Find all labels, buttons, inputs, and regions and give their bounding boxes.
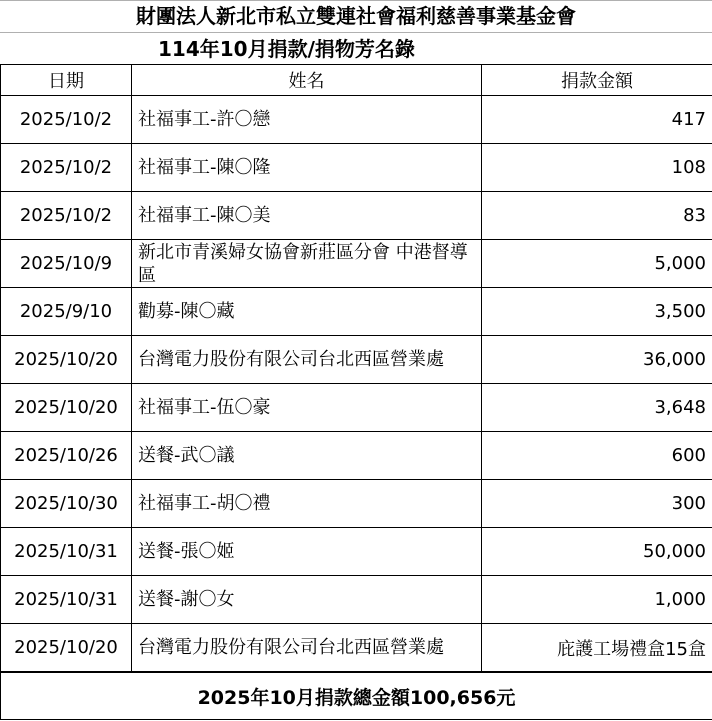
donation-amount: 5,000 <box>482 240 712 288</box>
donation-date: 2025/10/26 <box>1 432 132 480</box>
donor-name: 台灣電力股份有限公司台北西區營業處 <box>132 336 482 384</box>
table-row <box>1 480 712 528</box>
table-row <box>1 144 712 192</box>
donation-amount: 83 <box>482 192 712 240</box>
donation-amount: 600 <box>482 432 712 480</box>
donor-name: 社福事工-胡〇禮 <box>132 480 482 528</box>
donation-amount: 300 <box>482 480 712 528</box>
donation-amount: 3,500 <box>482 288 712 336</box>
donor-name: 社福事工-陳〇美 <box>132 192 482 240</box>
total-amount-text: 2025年10月捐款總金額100,656元 <box>1 672 712 720</box>
table-row <box>1 576 712 624</box>
donation-date: 2025/10/20 <box>1 624 132 673</box>
donor-name: 送餐-張〇姬 <box>132 528 482 576</box>
donation-date: 2025/10/31 <box>1 528 132 576</box>
amount-column-header: 捐款金額 <box>482 65 712 96</box>
donor-name: 台灣電力股份有限公司台北西區營業處 <box>132 624 482 673</box>
total-row <box>1 672 712 720</box>
organization-title: 財團法人新北市私立雙連社會福利慈善事業基金會 <box>0 0 712 32</box>
donation-amount: 417 <box>482 96 712 144</box>
donation-amount: 1,000 <box>482 576 712 624</box>
date-column-header: 日期 <box>1 65 132 96</box>
donation-date: 2025/10/20 <box>1 336 132 384</box>
donation-date: 2025/10/30 <box>1 480 132 528</box>
donation-date: 2025/10/2 <box>1 192 132 240</box>
table-row <box>1 96 712 144</box>
donation-date: 2025/10/2 <box>1 144 132 192</box>
donor-name: 送餐-謝〇女 <box>132 576 482 624</box>
donor-name: 社福事工-許〇戀 <box>132 96 482 144</box>
donation-date: 2025/10/20 <box>1 384 132 432</box>
donor-name: 送餐-武〇議 <box>132 432 482 480</box>
donation-date: 2025/10/2 <box>1 96 132 144</box>
donation-date: 2025/9/10 <box>1 288 132 336</box>
table-row <box>1 432 712 480</box>
donation-amount: 108 <box>482 144 712 192</box>
donation-amount: 庇護工場禮盒15盒 <box>482 624 712 673</box>
donor-name: 社福事工-陳〇隆 <box>132 144 482 192</box>
donor-name: 勸募-陳〇藏 <box>132 288 482 336</box>
table-row <box>1 624 712 673</box>
list-subtitle: 114年10月捐款/捐物芳名錄 <box>0 32 712 64</box>
table-row <box>1 336 712 384</box>
donation-amount: 36,000 <box>482 336 712 384</box>
table-row <box>1 528 712 576</box>
table-row <box>1 288 712 336</box>
donation-table <box>0 64 712 720</box>
name-column-header: 姓名 <box>132 65 482 96</box>
donor-name: 新北市青溪婦女協會新莊區分會 中港督導區 <box>132 240 482 288</box>
donation-amount: 50,000 <box>482 528 712 576</box>
table-header-row <box>1 65 712 96</box>
table-row <box>1 384 712 432</box>
table-row <box>1 240 712 288</box>
donor-name: 社福事工-伍〇豪 <box>132 384 482 432</box>
donation-amount: 3,648 <box>482 384 712 432</box>
donation-date: 2025/10/31 <box>1 576 132 624</box>
table-row <box>1 192 712 240</box>
donation-date: 2025/10/9 <box>1 240 132 288</box>
